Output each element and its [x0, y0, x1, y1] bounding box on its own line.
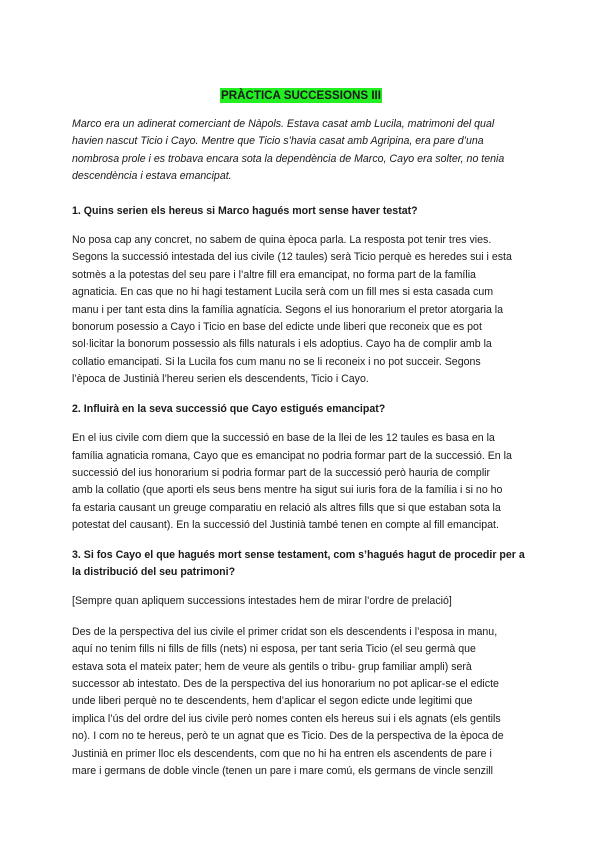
question-1-answer: No posa cap any concret, no sabem de quina època parla. La resposta pot tenir tres vies. Segons la successió intestada del ius civile (12 taules) serà Ticio perquè es heredes sui i esta sotmès a la potestas del seu pare i l’altre fill era emancipat, no forma part de la família agnaticia. En cas que no hi hagi testament Lucila serà com un fill mes si esta casada cum manu i per tant esta dins la família agnatícia. Segons el ius honorarium el pretor atorgaria la bonorum posessio a Cayo i Ticio en base del edicte unde liberi que reconeix que es pot sol·licitar la bonorum possessio als fills naturals i els adoptius. Cayo ha de complir amb la collatio emancipati. Si la Lucila fos cum manu no se li reconeix i no pot succeir. Segons l’època de Justinià l’hereu serien els descendents, Ticio i Cayo. [72, 234, 512, 386]
page-title: PRÀCTICA SUCCESSIONS III [221, 89, 381, 102]
question-3-answer: Des de la perspectiva del ius civile el primer cridat son els descendents i l’esposa in manu, aquí no tenim fills ni fills de fills (nets) ni esposa, per tant seria Ticio (el seu germà que estava sota el mateix pater; hem de veure als gentils o tribu- grup familiar ampli) serà successor ab intestato. Des de la perspectiva del ius honorarium no pot aplicar-se el edicte unde liberi perquè no te descendents, hem d’aplicar el segon edicte unde legitimi que implica l’ús del ordre del ius civile però nomes conten els hereus sui i els agnats (els gentils no). I com no te hereus, però te un agnat que es Ticio. Des de la perspectiva de la època de Justinià en primer lloc els descendents, com que no hi ha entren els ascendents de pare i mare i germans de doble vincle (tenen un pare i mare comú, els germans de vincle senzill [72, 625, 504, 777]
question-2-heading: 2. Influirà en la seva successió que Cayo estigués emancipat? [72, 402, 386, 415]
question-3-heading: 3. Si fos Cayo el que hagués mort sense testament, com s’hagués hagut de procedir per a la distribució del seu patrimoni? [72, 548, 525, 578]
question-3-note: [Sempre quan apliquem successions intestades hem de mirar l’ordre de prelació] [72, 595, 452, 608]
question-1-heading: 1. Quins serien els hereus si Marco hagués mort sense haver testat? [72, 204, 418, 217]
intro-paragraph: Marco era un adinerat comerciant de Nàpols. Estava casat amb Lucila, matrimoni del qual havien nascut Ticio i Cayo. Mentre que Ticio s’havia casat amb Agripina, era pare d’una nombrosa prole i es trobava encara sota la dependència de Marco, Cayo era solter, no tenia descendència i estava emancipat. [72, 118, 505, 183]
question-2-answer: En el ius civile com diem que la successió en base de la llei de les 12 taules es basa en la família agnaticia romana, Cayo que es emancipat no podria formar part de la successió. En la successió del ius honorarium si podria formar part de la successió però hauria de complir amb la collatio (que aporti els seus bens mentre ha sigut sui iuris fora de la família i si no ho fa estaria causant un greuge comparatiu en relació als altres fills que si que estaban sota la potestat del causant). En la successió del Justinià també tenen en compte al fill emancipat. [72, 432, 512, 532]
document-page [72, 86, 530, 792]
title-container [72, 86, 530, 102]
